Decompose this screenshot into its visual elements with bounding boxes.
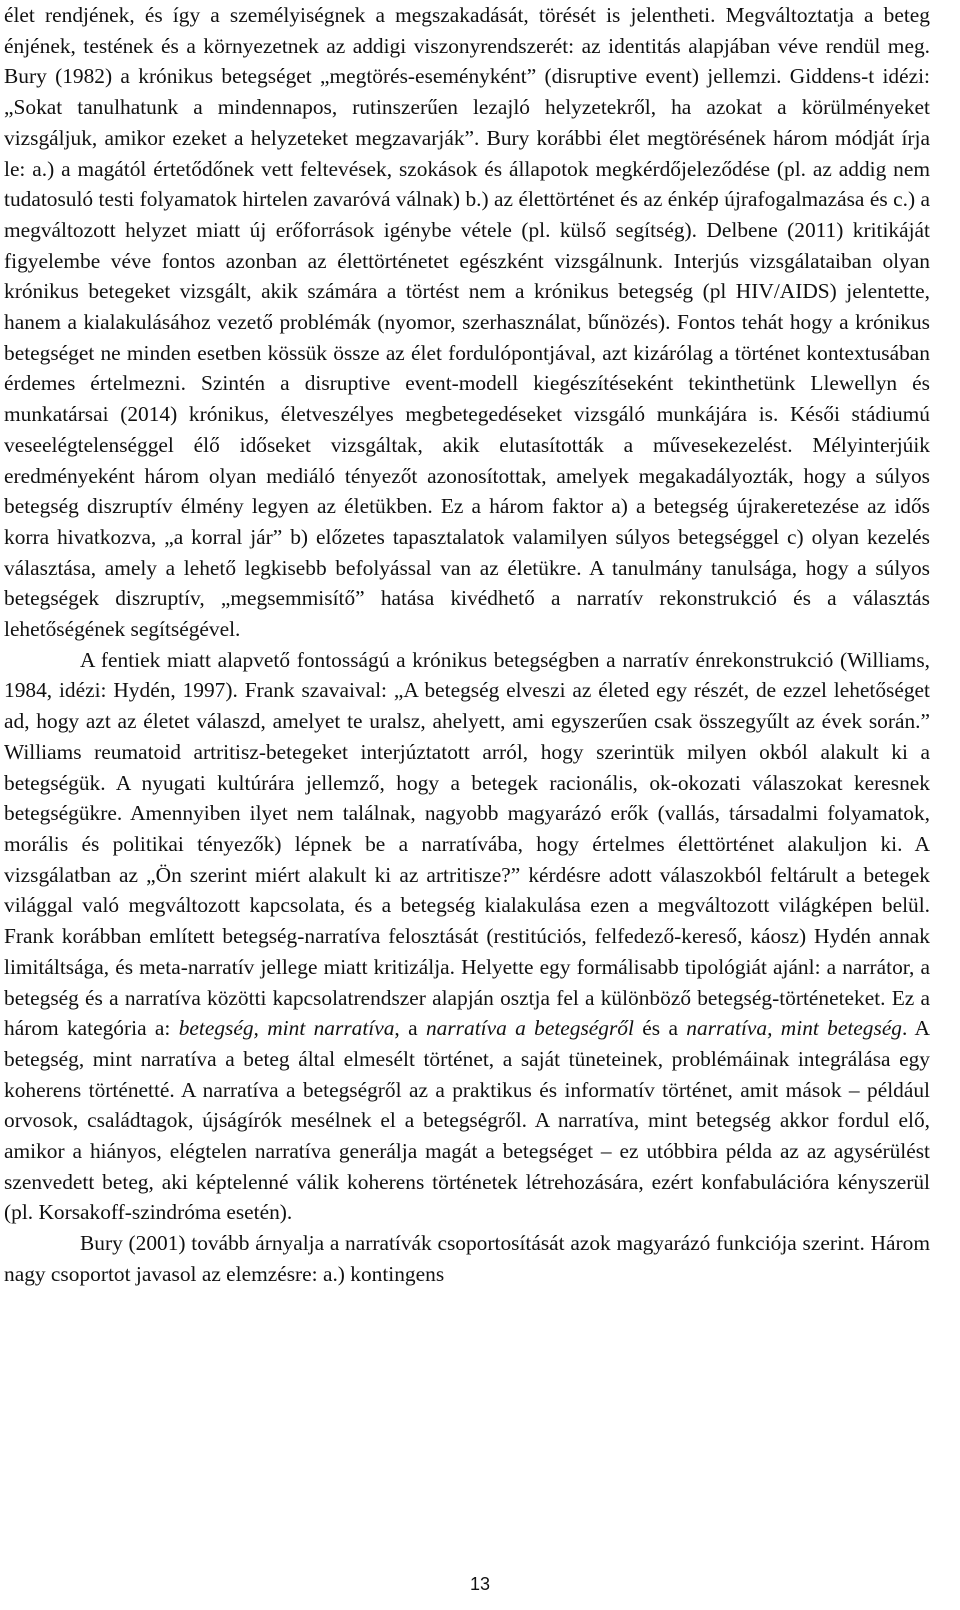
paragraph: Bury (2001) tovább árnyalja a narratívák csoportosítását azok magyarázó funkciója szerint. Három nagy csoportot javasol az elemzésre: a.) kontingens [4, 1231, 930, 1286]
paragraph-text: . A betegség, mint narratíva a beteg által elmesélt történet, a saját tüneteinek, problémáinak integrálása egy koherens történetté. A narratíva a betegségről az a praktikus és informatív történet, amit mások – például orvosok, családtagok, újságírók mesélnek el a betegségről. A narratíva, mint betegség akkor fordul elő, amikor a hiányos, elégtelen narratíva generálja magát a betegséget – ez utóbbira példa az az agysérülést szenvedett beteg, aki képtelenné válik koherens történetek létrehozására, ezért konfabulációra kényszerül (pl. Korsakoff-szindróma esetén). [4, 1016, 930, 1225]
italic-term: betegség, mint narratíva [178, 1016, 395, 1041]
paragraph-text: , a [394, 1016, 418, 1041]
paragraph [4, 645, 930, 1228]
italic-term: narratíva a betegségről [425, 1016, 634, 1041]
paragraph-text: és a [642, 1016, 678, 1041]
document-body [4, 0, 930, 1290]
paragraph-text: A fentiek miatt alapvető fontosságú a krónikus betegségben a narratív énrekonstrukció (Williams, 1984, idézi: Hydén, 1997). Frank szavaival: „A betegség elveszi az életed egy részét, de ezzel lehetőséget ad, hogy azt az életet válaszd, amelyet te uralsz, ahelyett, ami egyszerűen csak összegyűlt az évek során.” Williams reumatoid artritisz-betegeket interjúztatott arról, hogy szerintük milyen okból alakult ki a betegségük. A nyugati kultúrára jellemző, hogy a betegek racionális, ok-okozati válaszokat keresnek betegségükre. Amennyiben ilyet nem találnak, nagyobb magyarázó erők (vallás, társadalmi folyamatok, morális és politikai tényezők) lépnek be a narratívába, hogy értelmes élettörténet alakuljon ki. A vizsgálatban az „Ön szerint miért alakult ki az artritisze?” kérdésre adott válaszokból feltárult a betegek világgal való megváltozott kapcsolata, és a betegség kialakulása ezen a megváltozott világképen belül. Frank korábban említett betegség-narratíva felosztását (restitúciós, felfedező-kereső, káosz) Hydén annak limitáltsága, és meta-narratív jellege miatt kritizálja. Helyette egy formálisabb tipológiát ajánl: a narrátor, a betegség és a narratíva közötti kapcsolatrendszer alapján osztja fel a különböző betegség-történeteket. Ez a három kategória a: [4, 647, 930, 1041]
page-number: 13 [469, 1574, 491, 1594]
italic-term: narratíva, mint betegség [686, 1016, 903, 1041]
paragraph: élet rendjének, és így a személyiségnek a megszakadását, törését is jelentheti. Megváltoztatja a beteg énjének, testének és a környezetnek az addigi viszonyrendszerét: az identitás alapjában véve rendül meg. Bury (1982) a krónikus betegséget „megtörés-eseményként” (disruptive event) jellemzi. Giddens-t idézi: „Sokat tanulhatunk a mindennapos, rutinszerűen lezajló helyzetekről, ha azokat a körülményeket vizsgáljuk, amikor ezeket a helyzeteket megzavarják”. Bury korábbi élet megtörésének három módját írja le: a.) a magától értetődőnek vett feltevések, szokások és állapotok megkérdőjeleződése (pl. az addig nem tudatosuló testi folyamatok hirtelen zavaróvá válnak) b.) az élettörténet és az énkép újrafogalmazása és c.) a megváltozott helyzet miatt új erőforrások igénybe vétele (pl. külső segítség). Delbene (2011) kritikáját figyelembe véve fontos azonban az élettörténetet egészként vizsgálnunk. Interjús vizsgálataiban olyan krónikus betegeket vizsgált, akik számára a törtést nem a krónikus betegség (pl HIV/AIDS) jelentette, hanem a kialakulásához vezető problémák (nyomor, szerhasználat, bűnözés). Fontos tehát hogy a krónikus betegséget ne minden esetben kössük össze az élet fordulópontjával, azt kizárólag a történet kontextusában érdemes értelmezni. Szintén a disruptive event-modell kiegészítéseként tekinthetünk Llewellyn és munkatársai (2014) krónikus, életveszélyes megbetegedéseket vizsgáló munkájára is. Késői stádiumú veseelégtelenséggel élő időseket vizsgáltak, akik elutasították a művesekezelést. Mélyinterjúik eredményeként három olyan mediáló tényezőt azonosítottak, amelyek megakadályozták, hogy a súlyos betegség diszruptív élmény legyen az életükben. Ez a három faktor a) a betegség újrakeretezése az idős korra hivatkozva, „a korral jár” b) előzetes tapasztalatok valamilyen súlyos betegséggel c) olyan kezelés választása, amely a lehető legkisebb befolyással van az életükre. A tanulmány tanulsága, hogy a súlyos betegségek diszruptív, „megsemmisítő” hatása kivédhető a narratív rekonstrukció és a választás lehetőségének segítségével. [4, 3, 930, 642]
